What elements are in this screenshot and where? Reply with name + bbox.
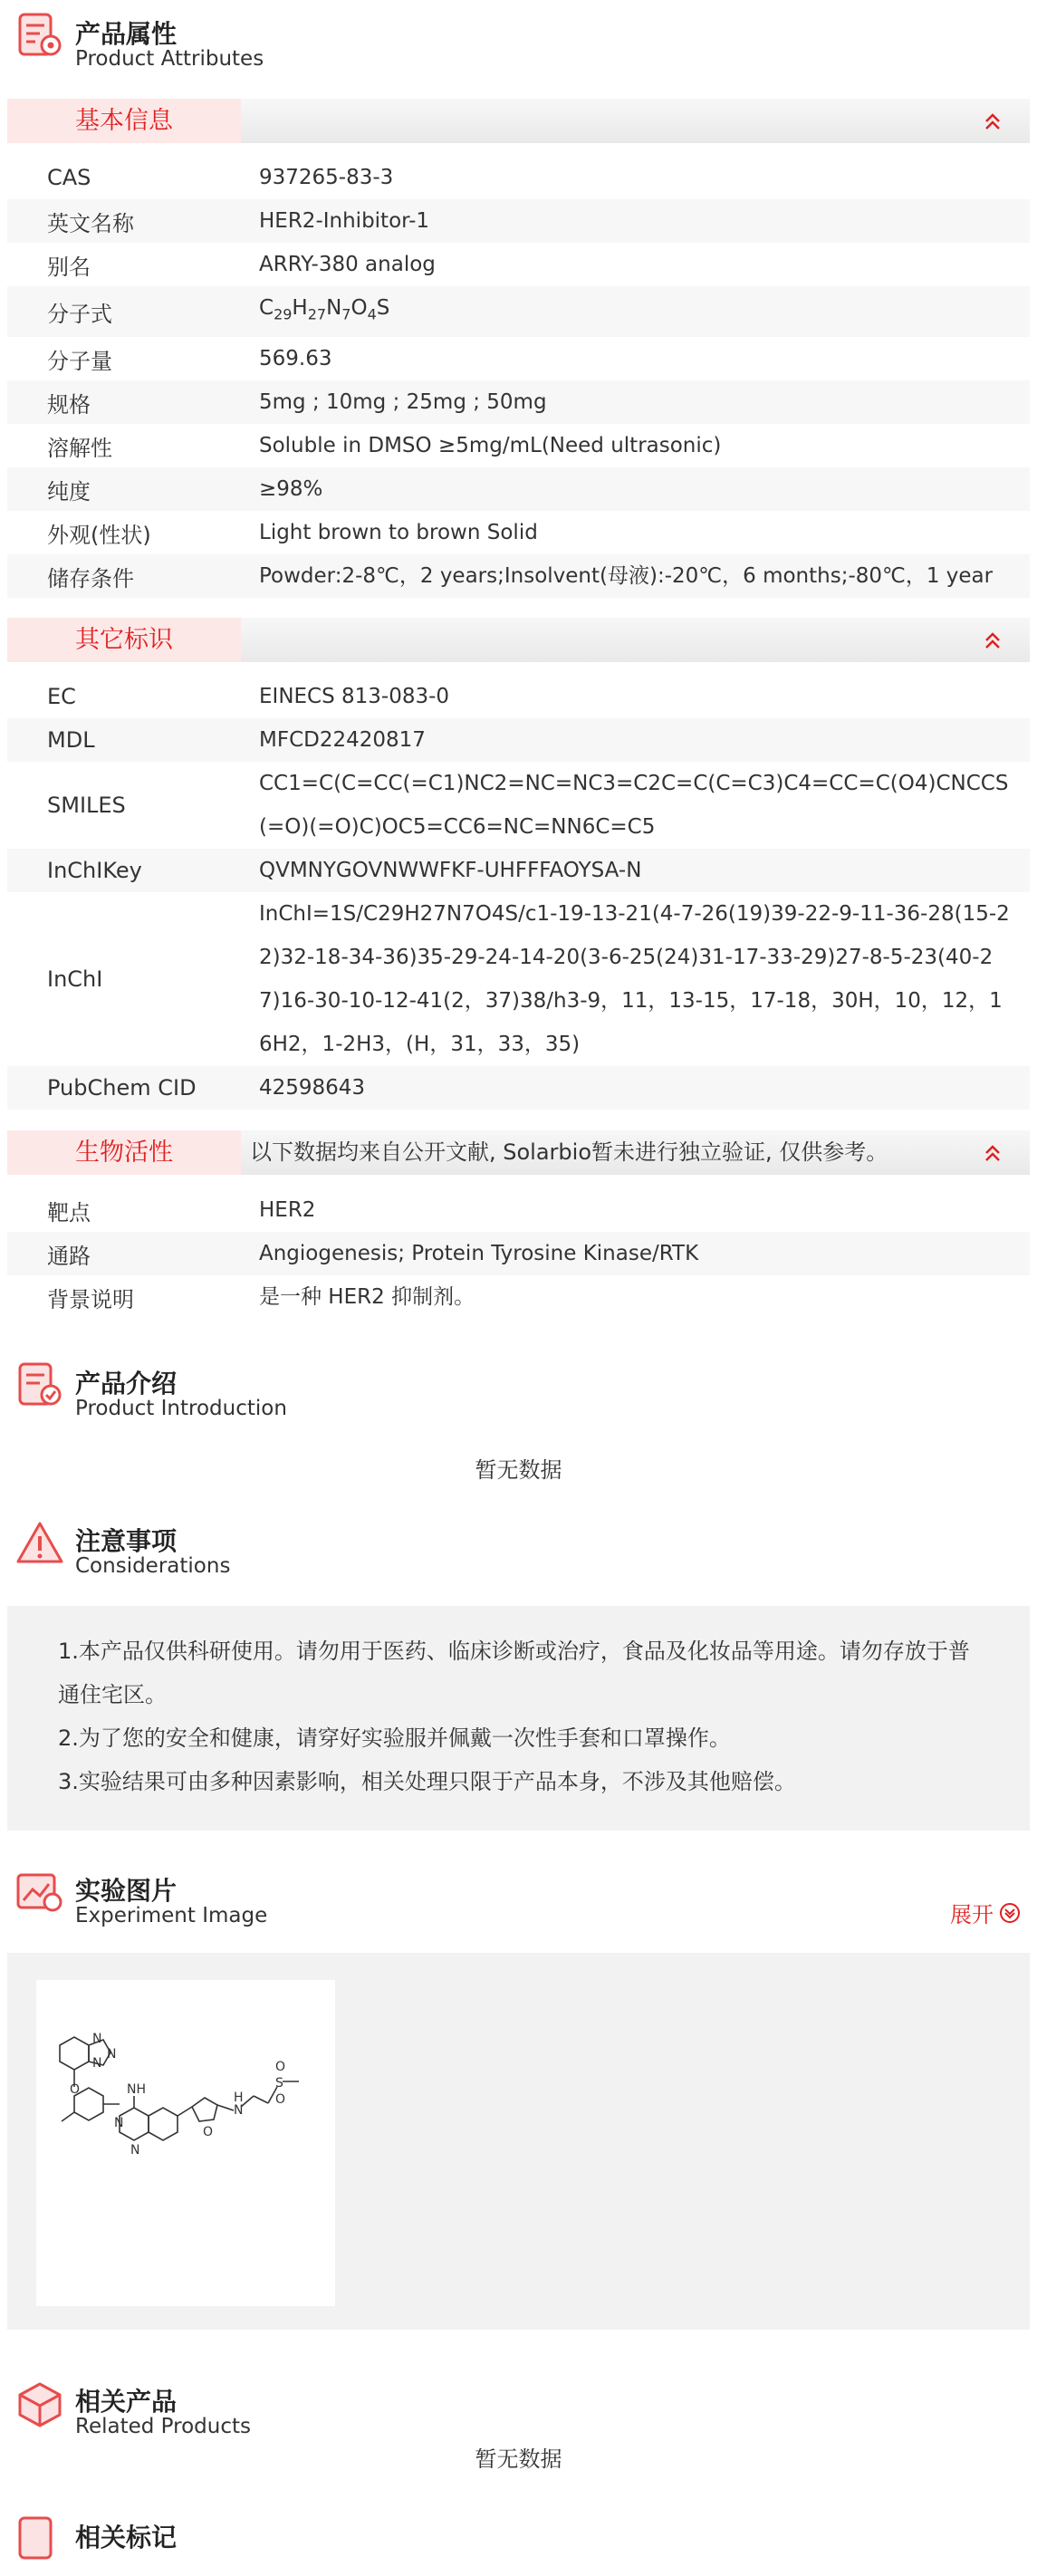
svg-text:N: N [130,2143,140,2158]
row-value: Angiogenesis; Protein Tyrosine Kinase/RTK [259,1242,699,1265]
empty-state: 暂无数据 [475,1457,562,1483]
consideration-item: 1.本产品仅供科研使用。请勿用于医药、临床诊断或治疗，食品及化妆品等用途。请勿存放于普通住宅区。 [58,1639,970,1707]
row-value: 42598643 [259,1076,366,1100]
table-row [7,1188,1030,1232]
warning-icon [13,1516,67,1571]
row-label: 通路 [47,1243,91,1269]
svg-text:O: O [70,2082,81,2097]
chevron-down-circle-icon [999,1902,1021,1924]
row-value: 937265-83-3 [259,166,394,189]
section-title: 实验图片 [75,1876,178,1906]
related-tags-header [0,2504,1037,2576]
row-value: Light brown to brown Solid [259,521,538,544]
table-row [7,1232,1030,1275]
svg-text:O: O [275,2092,286,2107]
row-value: MFCD22420817 [259,728,426,752]
row-label: 分子式 [47,301,112,327]
row-label: 纯度 [47,478,91,505]
svg-text:O: O [275,2060,286,2074]
table-row [7,467,1030,511]
section-subtitle: Considerations [75,1554,231,1578]
table-row [7,675,1030,718]
row-label: InChI [47,966,103,992]
tag-icon [13,2513,67,2567]
other-ids-label: 其它标识 [7,618,241,662]
table-row [7,892,1030,1066]
row-value: EINECS 813-083-0 [259,685,450,708]
collapse-icon[interactable] [983,630,1003,650]
experiment-image-panel [7,1953,1030,2330]
cube-icon [13,2377,67,2431]
consideration-item: 2.为了您的安全和健康，请穿好实验服并佩戴一次性手套和口罩操作。 [58,1725,731,1751]
section-subtitle: Experiment Image [75,1904,268,1927]
row-label: 英文名称 [47,210,134,236]
table-row [7,286,1030,337]
consideration-item: 3.实验结果可由多种因素影响，相关处理只限于产品本身，不涉及其他赔偿。 [58,1769,796,1794]
row-value: Soluble in DMSO ≥5mg/mL(Need ultrasonic) [259,434,722,457]
svg-text:N: N [92,2056,102,2071]
expand-button[interactable] [950,1897,1021,1928]
row-value: ≥98% [259,477,323,501]
row-label: 分子量 [47,348,112,374]
product-intro-header [0,1350,1037,1422]
table-row [7,762,1030,849]
row-label: 别名 [47,254,91,280]
product-attributes-header [0,0,1037,72]
section-subtitle: Product Attributes [75,47,264,71]
bio-activity-bar[interactable] [7,1130,1030,1175]
row-value: 是一种 HER2 抑制剂。 [259,1285,475,1309]
svg-text:H: H [234,2091,244,2105]
section-title: 产品属性 [75,19,178,49]
row-label: 外观(性状) [47,522,151,548]
svg-text:N: N [107,2047,117,2062]
row-label: PubChem CID [47,1075,197,1101]
table-row [7,1066,1030,1110]
row-label: EC [47,684,76,709]
disclaimer-note: 以下数据均来自公开文献, Solarbio暂未进行独立验证, 仅供参考。 [250,1139,888,1165]
table-row [7,156,1030,199]
row-label: CAS [47,165,91,190]
row-label: 背景说明 [47,1286,134,1312]
experiment-image-header [0,1857,1037,1929]
svg-text:N: N [92,2032,102,2046]
table-row [7,243,1030,286]
row-value: CC1=C(C=CC(=C1)NC2=NC=NC3=C2C=C(C=C3)C4=CC=C(O4)CNCCS(=O)(=O)C)OC5=CC6=NC=NN6C=C5 [259,772,1009,839]
table-row [7,1275,1030,1319]
basic-info-bar[interactable] [7,99,1030,143]
section-subtitle: Related Products [75,2415,251,2438]
document-check-icon [13,1359,67,1413]
collapse-icon[interactable] [983,111,1003,131]
document-gear-icon [13,9,67,63]
svg-text:N: N [234,2103,244,2118]
section-title: 相关产品 [75,2387,178,2417]
bio-activity-label: 生物活性 [7,1130,241,1175]
row-label: 溶解性 [47,435,112,461]
svg-text:S: S [275,2076,283,2091]
row-value: InChI=1S/C29H27N7O4S/c1-19-13-21(4-7-26(19)39-22-9-11-36-28(15-22)32-18-34-36)35-29-24-14-20(3-6-25(24)31-17-33-29)27-8-5-23(40-27)16-30-10-12-41(2，37)38/h3-9，11，13-15，17-18，30H，10，12，16H2，1-2H3，(H，31，33，35) [259,902,1010,1056]
molecular-formula: $C_{29}H_{27}N_7O_4S$ [259,296,390,323]
row-label: 储存条件 [47,565,134,591]
row-value: Powder:2-8℃，2 years;Insolvent(母液):-20℃，6 months;-80℃，1 year [259,564,994,588]
table-row [7,718,1030,762]
svg-text:NH: NH [127,2082,146,2097]
row-value: 5mg ; 10mg ; 25mg ; 50mg [259,390,547,414]
table-row [7,554,1030,598]
row-value: HER2-Inhibitor-1 [259,209,430,233]
table-row [7,424,1030,467]
collapse-icon[interactable] [983,1143,1003,1163]
related-products-header [0,2368,1037,2440]
section-title: 产品介绍 [75,1369,178,1399]
table-row [7,849,1030,892]
row-value: ARRY-380 analog [259,253,436,276]
basic-info-label: 基本信息 [7,99,241,143]
expand-label: 展开 [950,1902,994,1927]
structure-image-card[interactable] [36,1980,335,2306]
table-row [7,511,1030,554]
chemical-structure-image [36,1980,335,2306]
row-value: QVMNYGOVNWWFKF-UHFFFAOYSA-N [259,859,642,882]
section-title: 相关标记 [75,2523,178,2552]
row-label: InChIKey [47,858,142,883]
chart-image-icon [13,1866,67,1920]
row-label: 规格 [47,391,91,418]
row-value: HER2 [259,1198,316,1222]
other-ids-bar[interactable] [7,618,1030,662]
section-subtitle: Product Introduction [75,1397,287,1420]
row-label: MDL [47,727,95,753]
table-row [7,199,1030,243]
row-value: 569.63 [259,347,332,370]
row-label: 靶点 [47,1199,91,1226]
svg-text:N: N [114,2116,124,2130]
considerations-box [7,1606,1030,1831]
table-row [7,380,1030,424]
row-label: SMILES [47,793,126,818]
empty-state: 暂无数据 [475,2446,562,2472]
svg-text:O: O [203,2125,214,2139]
section-title: 注意事项 [75,1526,178,1556]
considerations-header [0,1507,1037,1580]
table-row [7,337,1030,380]
